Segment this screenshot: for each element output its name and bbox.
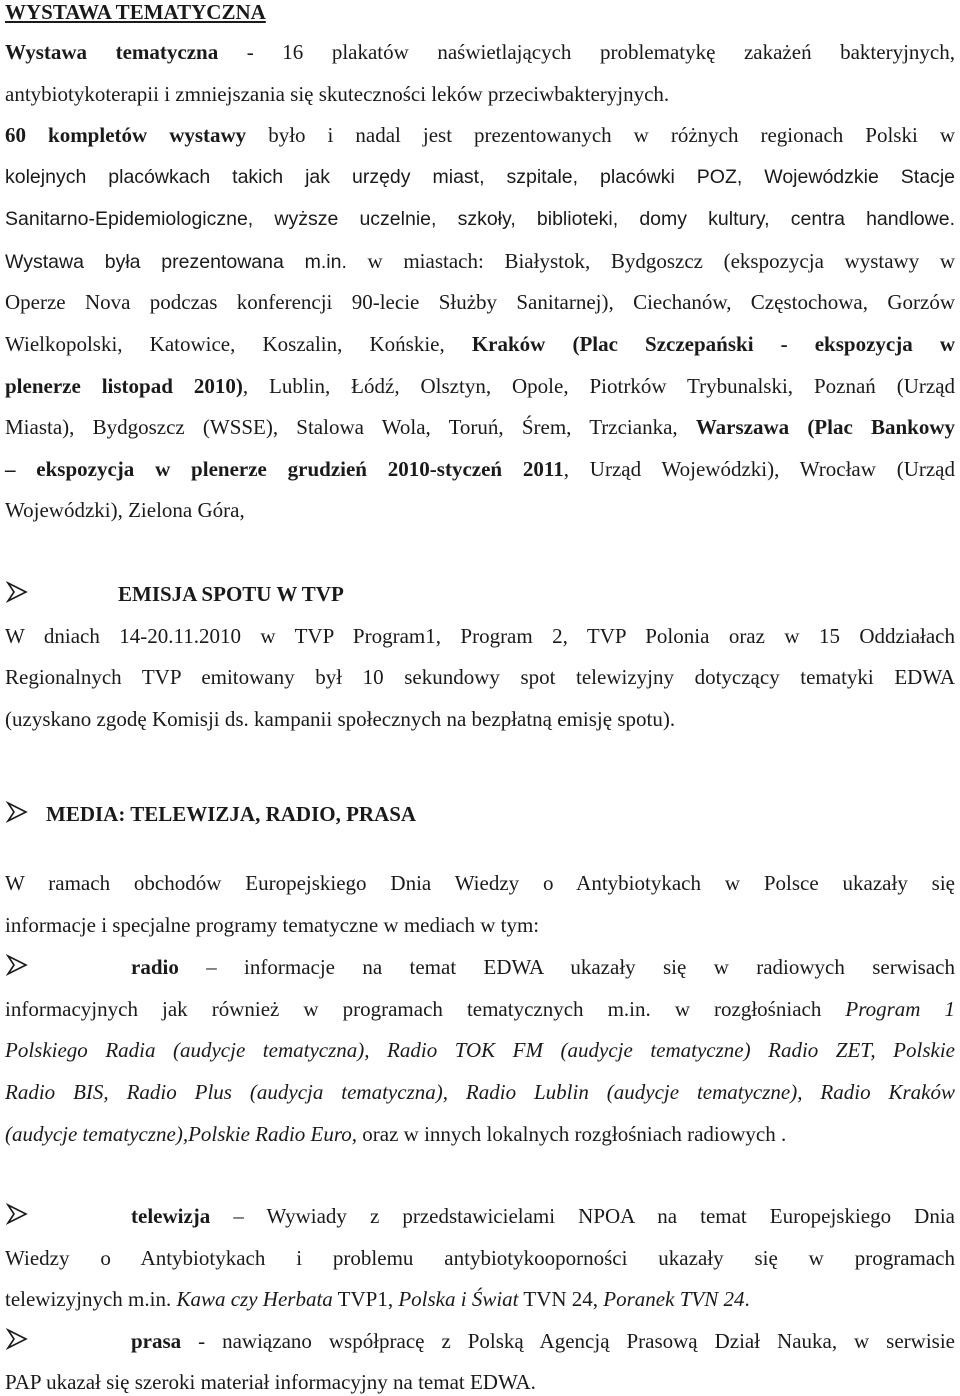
wystawa-line-3-text: było i nadal jest prezentowanych w różnych regionach Polski w <box>246 123 955 147</box>
krakow-bold: Kraków (Plac Szczepański - ekspozycja w <box>471 332 955 356</box>
tv-line-1 <box>131 1203 955 1229</box>
prasa-line-1-text: - nawiązano współpracę z Polską Agencją Prasową Dział Nauka, w serwisie <box>181 1329 955 1353</box>
tv-line-3e: TVN 24, <box>518 1287 604 1311</box>
radio-line-5 <box>5 1121 955 1147</box>
polska-i-swiat: Polska i Świat <box>398 1287 519 1311</box>
prasa-bold: prasa <box>131 1329 182 1353</box>
wystawa-line-1-text: - 16 plakatów naświetlających problematykę zakażeń bakteryjnych, <box>218 40 955 64</box>
tv-line-3c: TVP1, <box>332 1287 399 1311</box>
wystawa-line-4: kolejnych placówkach takich jak urzędy miast, szpitale, placówki POZ, Wojewódzkie Stacje <box>5 166 955 188</box>
section-title-emisja: EMISJA SPOTU W TVP <box>118 582 344 606</box>
wystawa-line-10a: Miasta), Bydgoszcz (WSSE), Stalowa Wola, Toruń, Śrem, Trzcianka, <box>5 415 696 439</box>
radio-bold: radio <box>131 955 179 979</box>
kompletow-bold: 60 kompletów wystawy <box>5 123 247 147</box>
arrow-bullet-icon <box>6 581 30 603</box>
wystawa-line-8a: Wielkopolski, Katowice, Koszalin, Końskie, <box>5 332 472 356</box>
wystawa-line-6a: Wystawa była prezentowana m.in. <box>5 251 347 273</box>
wystawa-line-2: antybiotykoterapii i zmniejszania się skuteczności leków przeciwbakteryjnych. <box>5 82 670 106</box>
wystawa-line-9 <box>5 373 955 399</box>
prasa-line-2: PAP ukazał się szeroki materiał informacyjny na temat EDWA. <box>5 1370 536 1394</box>
prasa-line-1 <box>131 1328 955 1354</box>
media-line-2: informacje i specjalne programy tematyczne w mediach w tym: <box>5 913 540 937</box>
wystawa-line-6b: w miastach: Białystok, Bydgoszcz (ekspozycja wystawy w <box>346 249 956 273</box>
wystawa-line-11 <box>5 456 955 482</box>
wystawa-line-3 <box>5 122 955 148</box>
wystawa-line-12: Wojewódzki), Zielona Góra, <box>5 498 245 522</box>
wystawa-line-8 <box>5 331 955 357</box>
wystawa-title-bold: Wystawa tematyczna <box>5 40 219 64</box>
wystawa-line-10 <box>5 414 955 440</box>
arrow-bullet-icon <box>6 954 30 976</box>
section-title-wystawa: WYSTAWA TEMATYCZNA <box>5 0 266 24</box>
emisja-line-1: W dniach 14-20.11.2010 w TVP Program1, Program 2, TVP Polonia oraz w 15 Oddziałach <box>5 624 955 648</box>
radio-line-4: Radio BIS, Radio Plus (audycja tematyczna), Radio Lublin (audycje tematyczne), Radio Kraków <box>5 1080 955 1104</box>
radio-line-3: Polskiego Radia (audycje tematyczna), Radio TOK FM (audycje tematyczne) Radio ZET, Polskie <box>5 1038 955 1062</box>
tv-line-3 <box>5 1286 955 1312</box>
wystawa-line-9b: , Lublin, Łódź, Olsztyn, Opole, Piotrków Trybunalski, Poznań (Urząd <box>242 374 956 398</box>
wystawa-line-11b: , Urząd Wojewódzki), Wrocław (Urząd <box>563 457 955 481</box>
wystawa-line-6 <box>5 248 955 275</box>
tv-line-2: Wiedzy o Antybiotykach i problemu antybiotykooporności ukazały się w programach <box>5 1246 955 1270</box>
emisja-line-2: Regionalnych TVP emitowany był 10 sekundowy spot telewizyjny dotyczący tematyki EDWA <box>5 665 955 689</box>
wystawa-line-7: Operze Nova podczas konferencji 90-lecie Służby Sanitarnej), Ciechanów, Częstochowa, Gorzów <box>5 290 955 314</box>
tv-line-1-text: – Wywiady z przedstawicielami NPOA na temat Europejskiego Dnia <box>210 1204 955 1228</box>
media-line-1: W ramach obchodów Europejskiego Dnia Wiedzy o Antybiotykach w Polsce ukazały się <box>5 871 955 895</box>
kawa-czy-herbata: Kawa czy Herbata <box>176 1287 333 1311</box>
grudzien-bold: – ekspozycja w plenerze grudzień 2010-styczeń 2011 <box>5 457 564 481</box>
radio-line-1-text: – informacje na temat EDWA ukazały się w radiowych serwisach <box>178 955 955 979</box>
poranek-tvn24: Poranek TVN 24 <box>603 1287 745 1311</box>
tv-line-3a: telewizyjnych m.in. <box>5 1287 177 1311</box>
radio-line-2a: informacyjnych jak również w programach tematycznych m.in. w rozgłośniach <box>5 997 846 1021</box>
arrow-bullet-icon <box>6 801 30 823</box>
arrow-bullet-icon <box>6 1328 30 1350</box>
section-title-media: MEDIA: TELEWIZJA, RADIO, PRASA <box>46 802 417 826</box>
radio-line-5b: oraz w innych lokalnych rozgłośniach radiowych . <box>357 1122 787 1146</box>
radio-line-1 <box>131 954 955 980</box>
warszawa-bold: Warszawa (Plac Bankowy <box>695 415 955 439</box>
plenerze-bold: plenerze listopad 2010) <box>5 374 243 398</box>
tv-line-3g: . <box>744 1287 750 1311</box>
radio-line-5a: (audycje tematyczne),Polskie Radio Euro, <box>5 1122 358 1146</box>
radio-line-2 <box>5 996 955 1022</box>
wystawa-line-5: Sanitarno-Epidemiologiczne, wyższe uczelnie, szkoły, biblioteki, domy kultury, centra handlowe. <box>5 208 955 230</box>
arrow-bullet-icon <box>6 1203 30 1225</box>
wystawa-line-1 <box>5 39 955 65</box>
radio-line-2b: Program 1 <box>845 997 955 1021</box>
telewizja-bold: telewizja <box>131 1204 211 1228</box>
emisja-line-3: (uzyskano zgodę Komisji ds. kampanii społecznych na bezpłatną emisję spotu). <box>5 707 676 731</box>
